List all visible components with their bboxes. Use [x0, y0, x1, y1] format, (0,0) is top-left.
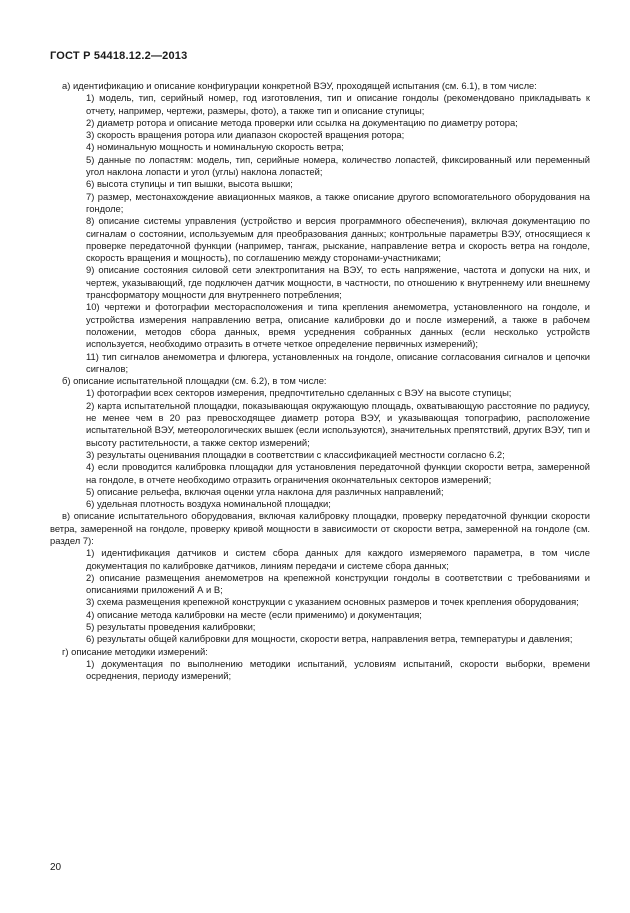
list-item: 5) описание рельефа, включая оценки угла наклона для различных направлений;: [86, 485, 444, 497]
list-item: 3) схема размещения крепежной конструкции с указанием основных размеров и точек крепления оборудования;: [86, 596, 579, 608]
list-item: 1) документация по выполнению методики испытаний, условиям испытаний, скорости выборки, времени осреднения, периоду измерений;: [86, 657, 590, 682]
list-item: 3) скорость вращения ротора или диапазон скоростей вращения ротора;: [86, 129, 405, 141]
page-number: 20: [50, 862, 62, 873]
list-item: 2) описание размещения анемометров на крепежной конструкции гондолы в соответствии с требованиями и описаниями приложений А и В;: [86, 571, 590, 596]
list-item-section: г) описание методики измерений:: [62, 645, 208, 657]
list-item: 8) описание системы управления (устройство и версия программного обеспечения), включая документацию по сигналам о состоянии, используемым для преобразования данных; контрольные параметры ВЭУ, относящиеся к проверке передаточной функции (например, тангаж, рыскание, направление ветра и скорость ветра на гондоле, скорость вращения и мощность), по соглашению между сторонами-участниками;: [86, 215, 590, 264]
list-item: 1) модель, тип, серийный номер, год изготовления, тип и описание гондолы (рекомендовано прикладывать к отчету, например, чертежи, размеры, фото), а также тип и описание ступицы;: [86, 92, 590, 116]
list-item-section: б) описание испытательной площадки (см. 6.2), в том числе:: [62, 375, 327, 387]
list-item-section: в) описание испытательного оборудования, включая калибровку площадки, проверку передаточной функции скорости ветра, замеренной на гондоле, проверку кривой мощности в зависимости от скорости ветра, замеренной на гондоле (см. раздел 7):: [50, 510, 590, 546]
list-item: 5) результаты проведения калибровки;: [86, 621, 256, 633]
list-item: 4) если проводится калибровка площадки для установления передаточной функции скорости ветра, замеренной на гондоле, в отчете необходимо отразить ограничения окончательных секторов измерений;: [86, 461, 590, 485]
list-item: 11) тип сигналов анемометра и флюгера, установленных на гондоле, описание согласования сигналов и цепочки сигналов;: [86, 350, 590, 374]
list-item: 4) номинальную мощность и номинальную скорость ветра;: [86, 141, 344, 153]
list-item: 2) карта испытательной площадки, показывающая окружающую площадь, охватывающую расстояние по радиусу, не менее чем в 20 раз превосходящее диаметр ротора ВЭУ, и указывающая топографию, расположение испытательной ВЭУ, метеорологических вышек (если используются), значительных препятствий, других ВЭУ, тип и высоту растительности, а также сектор измерений;: [86, 399, 590, 448]
list-item-section: а) идентификацию и описание конфигурации конкретной ВЭУ, проходящей испытания (см. 6.1), в том числе:: [62, 80, 537, 91]
document-body: [50, 80, 590, 683]
list-item: 9) описание состояния силовой сети электропитания на ВЭУ, то есть напряжение, частота и допуски на них, и чертеж, указывающий, где подключен датчик мощности, в частности, по отношению к внутреннему или внешнему трансформатору мощности для внутреннего потребления;: [86, 264, 590, 301]
list-item: 6) результаты общей калибровки для мощности, скорости ветра, направления ветра, температуры и давления;: [86, 633, 573, 645]
list-item: 1) фотографии всех секторов измерения, предпочтительно сделанных с ВЭУ на высоте ступицы;: [86, 387, 512, 399]
list-item: 10) чертежи и фотографии месторасположения и типа крепления анемометра, установленного на гондоле, и устройства измерения направлению ветра, описание калибровки до и после измерений, а также в рабочем положении, методов сбора данных, время усреднения собранных данных (если несколько устройств используется, необходимо отразить в отчете четкое определение первичных измерений);: [86, 301, 590, 350]
list-item: 4) описание метода калибровки на месте (если применимо) и документация;: [86, 608, 422, 620]
list-item: 6) высота ступицы и тип вышки, высота вышки;: [86, 178, 293, 190]
list-item: 5) данные по лопастям: модель, тип, серийные номера, количество лопастей, фиксированный или переменный угол наклона лопасти и угол (углы) наклона лопастей;: [86, 153, 590, 178]
list-item: 2) диаметр ротора и описание метода проверки или ссылка на документацию по диаметру ротора;: [86, 116, 518, 128]
list-item: 1) идентификация датчиков и систем сбора данных для каждого измеряемого параметра, в том числе документация по калибровке датчиков, линиям передачи и системе сбора данных;: [86, 547, 590, 571]
list-item: 6) удельная плотность воздуха номинальной площадки;: [86, 498, 331, 510]
document-header: ГОСТ Р 54418.12.2—2013: [50, 50, 188, 62]
list-item: 3) результаты оценивания площадки в соответствии с классификацией местности согласно 6.2;: [86, 448, 505, 460]
list-item: 7) размер, местонахождение авиационных маяков, а также описание другого вспомогательного оборудования на гондоле;: [86, 190, 590, 214]
